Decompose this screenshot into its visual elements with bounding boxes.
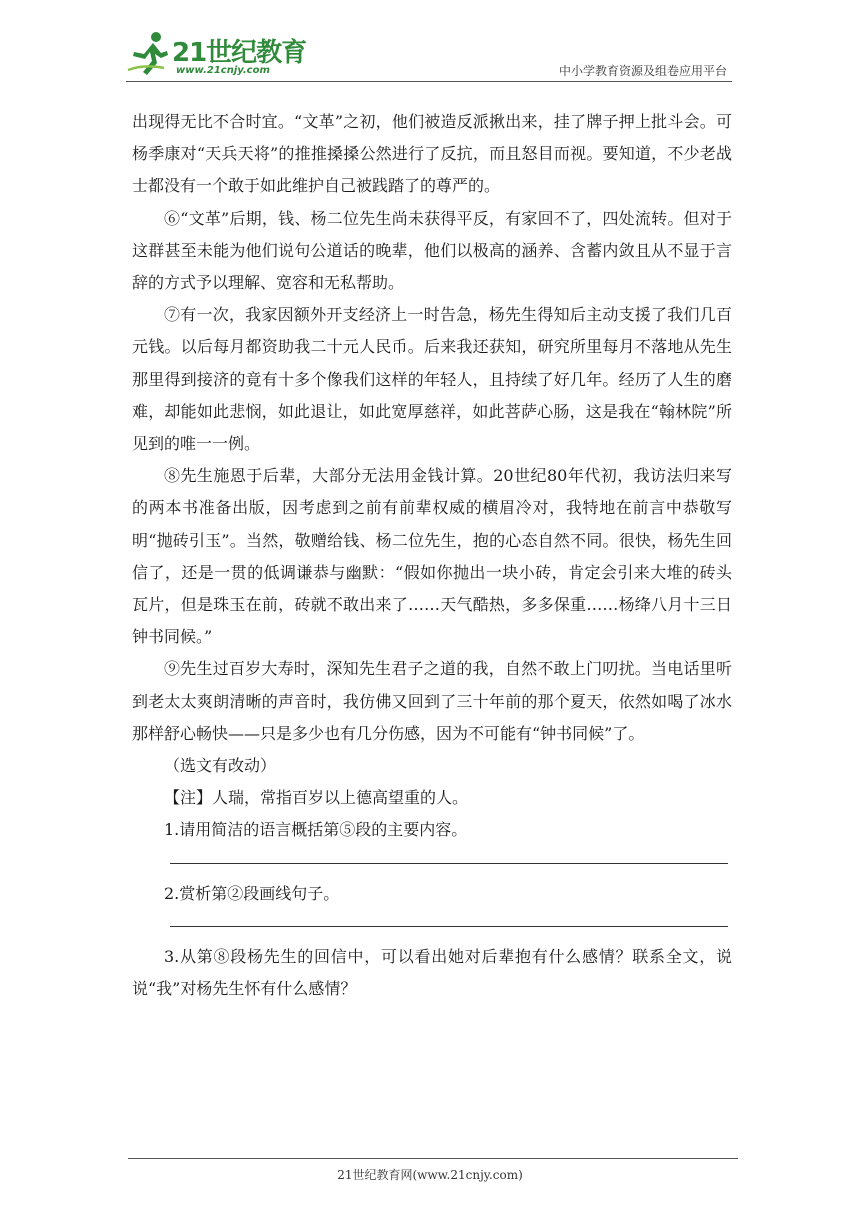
header-divider bbox=[126, 81, 732, 82]
annotation: 【注】人瑞，常指百岁以上德高望重的人。 bbox=[164, 788, 469, 808]
paragraph-continued: 出现得无比不合时宜。“文革”之初，他们被造反派揪出来，挂了牌子押上批斗会。可杨季康对“天兵天将”的推推搡搡公然进行了反抗，而且怒目而视。要知道，不少老战士都没有一个敢于如此维护自己被践踏了的尊严的。 bbox=[132, 112, 732, 196]
paragraph-9: ⑨先生过百岁大寿时，深知先生君子之道的我，自然不敢上门叨扰。当电话里听到老太太爽朗清晰的声音时，我仿佛又回到了三十年前的那个夏天，依然如喝了冰水那样舒心畅快——只是多少也有几分伤感，因为不可能有“钟书同候”了。 bbox=[132, 659, 732, 743]
question-3: 3.从第⑧段杨先生的回信中，可以看出她对后辈抱有什么感情？联系全文，说说“我”对杨先生怀有什么感情？ bbox=[132, 946, 732, 999]
paragraph-7: ⑦有一次，我家因额外开支经济上一时告急，杨先生得知后主动支援了我们几百元钱。以后每月都资助我二十元人民币。后来我还获知，研究所里每月不落地从先生那里得到接济的竟有十多个像我们这样的年轻人，且持续了好几年。经历了人生的磨难，却能如此悲悯，如此退让，如此宽厚慈祥，如此菩萨心肠，这是我在“翰林院”所见到的唯一一例。 bbox=[132, 305, 732, 454]
page-header bbox=[0, 0, 860, 90]
answer-line-2[interactable] bbox=[170, 926, 728, 927]
logo-url: www.21cnjy.com bbox=[176, 65, 270, 76]
runner-logo-icon bbox=[126, 30, 174, 78]
paragraph-8: ⑧先生施恩于后辈，大部分无法用金钱计算。20世纪80年代初，我访法归来写的两本书准备出版，因考虑到之前有前辈权威的横眉冷对，我特地在前言中恭敬写明“抛砖引玉”。当然，敬赠给钱、杨二位先生，抱的心态自然不同。很快，杨先生回信了，还是一贯的低调谦恭与幽默：“假如你抛出一块小砖，肯定会引来大堆的砖头瓦片，但是珠玉在前，砖就不敢出来了……天气酷热，多多保重……杨绛八月十三日钟书同候。” bbox=[132, 466, 732, 647]
answer-line-1[interactable] bbox=[170, 863, 728, 864]
article-body bbox=[132, 106, 732, 1021]
footer-divider bbox=[128, 1158, 738, 1159]
paragraph-6: ⑥“文革”后期，钱、杨二位先生尚未获得平反，有家回不了，四处流转。但对于这群甚至未能为他们说句公道话的晚辈，他们以极高的涵养、含蓄内敛且从不显于言辞的方式予以理解、宽容和无私帮助。 bbox=[132, 208, 732, 293]
question-2: 2.赏析第②段画线句子。 bbox=[164, 883, 340, 903]
logo-text: 21世纪教育 bbox=[172, 38, 307, 68]
platform-name: 中小学教育资源及组卷应用平台 bbox=[558, 64, 727, 78]
footer-text: 21世纪教育网(www.21cnjy.com) bbox=[337, 1168, 523, 1182]
site-logo bbox=[126, 30, 307, 82]
question-1: 1.请用简洁的语言概括第⑤段的主要内容。 bbox=[164, 820, 468, 840]
source-note: （选文有改动） bbox=[164, 756, 277, 776]
